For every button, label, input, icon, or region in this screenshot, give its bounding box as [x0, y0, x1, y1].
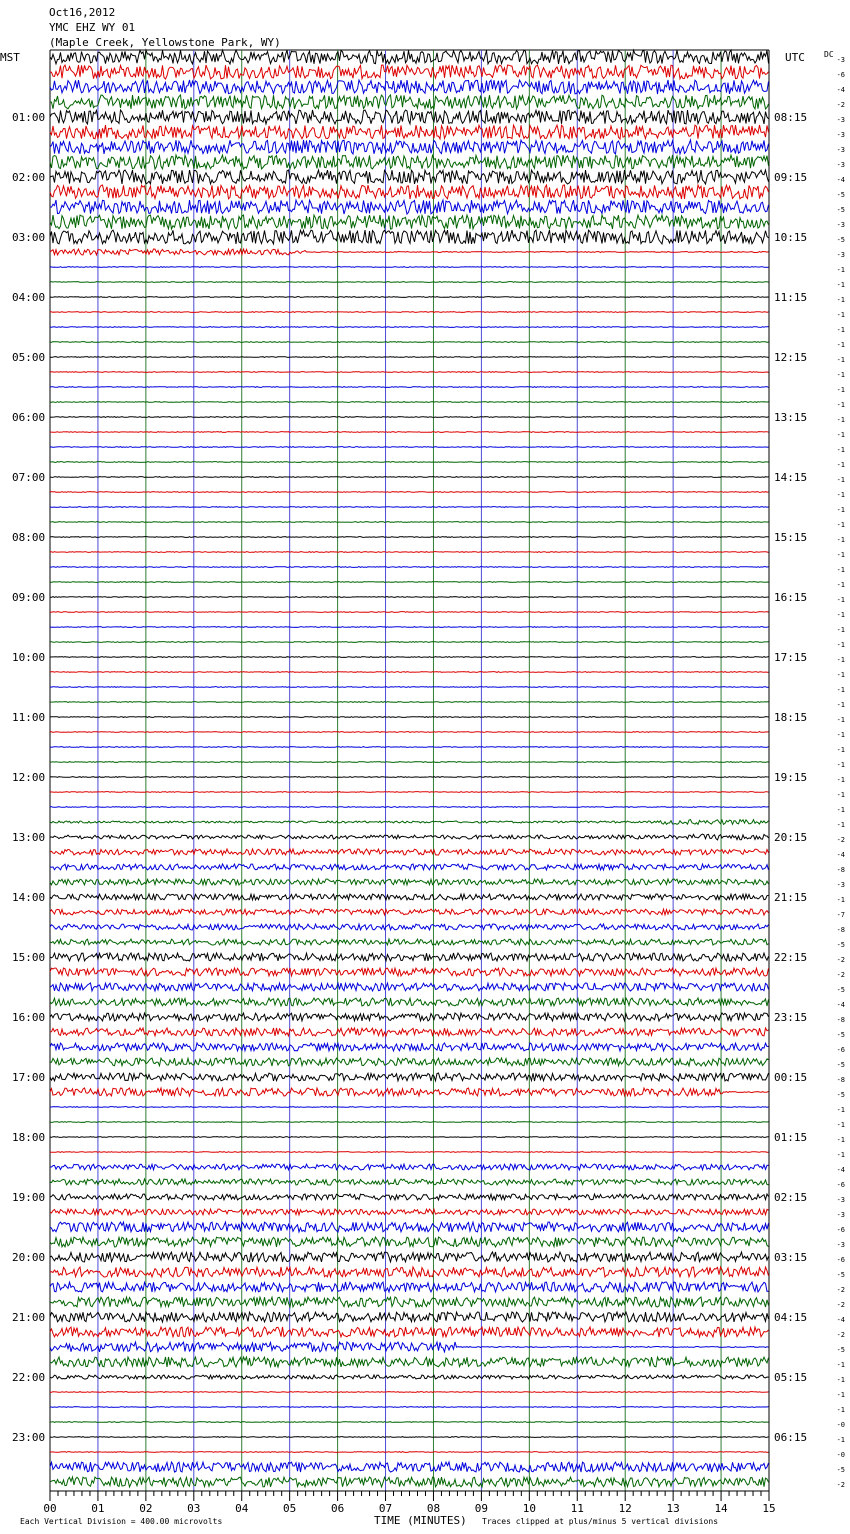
dc-offset-label: -1: [836, 1106, 845, 1114]
trace-line: [50, 1237, 769, 1247]
dc-offset-label: -1: [836, 311, 845, 319]
x-tick-label: 09: [474, 1502, 489, 1515]
trace-line: [50, 552, 769, 553]
trace-line: [50, 762, 769, 763]
trace-line: [50, 1122, 769, 1123]
dc-offset-label: -8: [836, 926, 845, 934]
right-hour-label: 23:15: [774, 1011, 808, 1024]
dc-label: DC: [824, 50, 834, 59]
x-tick-label: 00: [43, 1502, 57, 1515]
left-hour-label: 07:00: [12, 471, 46, 484]
dc-offset-label: -1: [836, 1151, 845, 1159]
dc-offset-label: -3: [836, 116, 845, 124]
dc-offset-label: -1: [836, 371, 845, 379]
x-tick-label: 06: [330, 1502, 345, 1515]
left-hour-label: 17:00: [12, 1071, 46, 1084]
dc-offset-label: -1: [836, 476, 845, 484]
x-tick-label: 14: [714, 1502, 728, 1515]
trace-line: [50, 1058, 769, 1066]
trace-line: [50, 1028, 769, 1036]
x-tick-label: 05: [283, 1502, 297, 1515]
trace-line: [50, 998, 769, 1006]
trace-line: [50, 864, 769, 870]
dc-offset-label: -1: [836, 641, 845, 649]
dc-offset-label: -1: [836, 1406, 845, 1414]
trace-line: [50, 432, 769, 433]
trace-line: [50, 894, 769, 900]
dc-offset-label: -0: [836, 1421, 845, 1429]
trace-line: [50, 1073, 769, 1081]
trace-line: [50, 1137, 769, 1138]
trace-line: [50, 1342, 769, 1352]
footer-clip-note: Traces clipped at plus/minus 5 vertical divisions: [482, 1517, 719, 1526]
left-hour-label: 01:00: [12, 111, 46, 124]
dc-offset-label: -6: [836, 1046, 845, 1054]
trace-line: [50, 402, 769, 403]
trace-line: [50, 834, 769, 840]
dc-offset-label: -5: [836, 1031, 845, 1039]
dc-offset-label: -6: [836, 1256, 845, 1264]
trace-line: [50, 717, 769, 718]
trace-line: [50, 537, 769, 538]
trace-line: [50, 924, 769, 930]
right-hour-label: 02:15: [774, 1191, 808, 1204]
dc-offset-label: -1: [836, 701, 845, 709]
trace-line: [50, 1477, 769, 1487]
x-tick-label: 04: [235, 1502, 249, 1515]
left-hour-label: 10:00: [12, 651, 46, 664]
trace-line: [50, 807, 769, 808]
right-axis-label: UTC: [785, 51, 805, 64]
dc-offset-label: -6: [836, 1181, 845, 1189]
dc-offset-label: -2: [836, 1331, 845, 1339]
x-tick-label: 10: [522, 1502, 536, 1515]
trace-line: [50, 80, 769, 94]
trace-line: [50, 820, 769, 825]
right-hour-label: 05:15: [774, 1371, 808, 1384]
trace-line: [50, 672, 769, 673]
dc-offset-label: -3: [836, 881, 845, 889]
dc-offset-label: -0: [836, 1451, 845, 1459]
trace-line: [50, 582, 769, 583]
trace-line: [50, 417, 769, 418]
trace-line: [50, 1152, 769, 1153]
dc-offset-label: -5: [836, 206, 845, 214]
trace-line: [50, 1327, 769, 1337]
right-hour-label: 15:15: [774, 531, 808, 544]
dc-offset-label: -1: [836, 536, 845, 544]
dc-offset-label: -5: [836, 191, 845, 199]
right-hour-label: 01:15: [774, 1131, 808, 1144]
trace-line: [50, 879, 769, 885]
dc-offset-label: -4: [836, 176, 845, 184]
x-tick-label: 03: [187, 1502, 201, 1515]
dc-offset-label: -2: [836, 1481, 845, 1489]
trace-line: [50, 1164, 769, 1170]
right-hour-label: 17:15: [774, 651, 808, 664]
left-hour-label: 13:00: [12, 831, 46, 844]
dc-offset-label: -1: [836, 1136, 845, 1144]
left-hour-label: 15:00: [12, 951, 46, 964]
trace-line: [50, 372, 769, 373]
right-hour-label: 11:15: [774, 291, 808, 304]
dc-offset-label: -1: [836, 356, 845, 364]
dc-offset-label: -5: [836, 1061, 845, 1069]
dc-offset-label: -1: [836, 1436, 845, 1444]
dc-offset-label: -2: [836, 836, 845, 844]
trace-line: [50, 185, 769, 199]
right-hour-label: 06:15: [774, 1431, 808, 1444]
trace-line: [50, 327, 769, 328]
trace-line: [50, 1437, 769, 1438]
dc-offset-label: -1: [836, 626, 845, 634]
right-hour-label: 00:15: [774, 1071, 808, 1084]
chart-date: Oct16,2012: [49, 6, 116, 19]
trace-line: [50, 657, 769, 658]
trace-line: [50, 477, 769, 478]
dc-offset-label: -1: [836, 686, 845, 694]
trace-line: [50, 939, 769, 945]
x-tick-label: 15: [762, 1502, 776, 1515]
dc-offset-label: -1: [836, 656, 845, 664]
trace-line: [50, 1282, 769, 1292]
trace-line: [50, 230, 769, 244]
dc-offset-label: -4: [836, 1001, 845, 1009]
dc-offset-label: -1: [836, 1361, 845, 1369]
dc-offset-label: -1: [836, 566, 845, 574]
trace-line: [50, 1222, 769, 1232]
trace-line: [50, 1088, 769, 1096]
trace-line: [50, 612, 769, 613]
right-hour-label: 14:15: [774, 471, 808, 484]
left-hour-label: 02:00: [12, 171, 46, 184]
dc-offset-label: -1: [836, 326, 845, 334]
left-hour-label: 16:00: [12, 1011, 46, 1024]
dc-offset-label: -8: [836, 1016, 845, 1024]
x-tick-label: 07: [378, 1502, 393, 1515]
trace-line: [50, 849, 769, 855]
dc-offset-label: -3: [836, 221, 845, 229]
dc-offset-label: -1: [836, 551, 845, 559]
trace-line: [50, 792, 769, 793]
trace-line: [50, 155, 769, 169]
trace-line: [50, 597, 769, 598]
dc-offset-label: -3: [836, 1196, 845, 1204]
left-hour-label: 08:00: [12, 531, 46, 544]
trace-line: [50, 357, 769, 358]
trace-line: [50, 642, 769, 643]
trace-line: [50, 1179, 769, 1185]
dc-offset-label: -1: [836, 896, 845, 904]
trace-line: [50, 215, 769, 229]
trace-line: [50, 968, 769, 976]
trace-line: [50, 1194, 769, 1200]
trace-line: [50, 1209, 769, 1215]
dc-offset-label: -1: [836, 506, 845, 514]
dc-offset-label: -1: [836, 611, 845, 619]
dc-offset-label: -4: [836, 851, 845, 859]
trace-line: [50, 200, 769, 214]
dc-offset-label: -1: [836, 581, 845, 589]
left-hour-label: 03:00: [12, 231, 46, 244]
trace-line: [50, 170, 769, 184]
dc-offset-label: -1: [836, 761, 845, 769]
trace-line: [50, 507, 769, 508]
trace-line: [50, 1043, 769, 1051]
trace-line: [50, 312, 769, 313]
trace-line: [50, 297, 769, 298]
dc-offset-label: -3: [836, 1241, 845, 1249]
left-hour-label: 04:00: [12, 291, 46, 304]
x-tick-label: 13: [666, 1502, 680, 1515]
dc-offset-label: -1: [836, 776, 845, 784]
dc-offset-label: -1: [836, 401, 845, 409]
trace-line: [50, 140, 769, 154]
x-tick-label: 02: [139, 1502, 153, 1515]
trace-line: [50, 1107, 769, 1108]
left-hour-label: 06:00: [12, 411, 46, 424]
trace-line: [50, 447, 769, 448]
trace-line: [50, 522, 769, 523]
dc-offset-label: -4: [836, 1166, 845, 1174]
dc-offset-label: -1: [836, 731, 845, 739]
dc-offset-label: -3: [836, 56, 845, 64]
dc-offset-label: -8: [836, 866, 845, 874]
right-hour-label: 18:15: [774, 711, 808, 724]
dc-offset-label: -1: [836, 416, 845, 424]
dc-offset-label: -5: [836, 941, 845, 949]
left-hour-label: 20:00: [12, 1251, 46, 1264]
trace-line: [50, 1452, 769, 1453]
left-hour-label: 18:00: [12, 1131, 46, 1144]
dc-offset-label: -5: [836, 1271, 845, 1279]
x-tick-label: 11: [570, 1502, 584, 1515]
dc-offset-label: -8: [836, 1076, 845, 1084]
left-hour-label: 14:00: [12, 891, 46, 904]
dc-offset-label: -1: [836, 491, 845, 499]
trace-line: [50, 1267, 769, 1277]
x-tick-label: 12: [618, 1502, 632, 1515]
dc-offset-label: -1: [836, 1121, 845, 1129]
dc-offset-label: -1: [836, 446, 845, 454]
trace-line: [50, 1422, 769, 1423]
left-hour-label: 05:00: [12, 351, 46, 364]
dc-offset-label: -2: [836, 1286, 845, 1294]
dc-offset-label: -5: [836, 236, 845, 244]
dc-offset-label: -6: [836, 1226, 845, 1234]
trace-line: [50, 50, 769, 64]
right-hour-label: 21:15: [774, 891, 808, 904]
dc-offset-label: -1: [836, 431, 845, 439]
dc-offset-label: -2: [836, 956, 845, 964]
dc-offset-label: -1: [836, 746, 845, 754]
right-hour-label: 19:15: [774, 771, 808, 784]
trace-line: [50, 953, 769, 961]
trace-line: [50, 110, 769, 124]
trace-line: [50, 125, 769, 139]
trace-line: [50, 777, 769, 778]
dc-offset-label: -1: [836, 596, 845, 604]
right-hour-label: 20:15: [774, 831, 808, 844]
trace-line: [50, 567, 769, 568]
right-hour-label: 22:15: [774, 951, 808, 964]
left-hour-label: 09:00: [12, 591, 46, 604]
dc-offset-label: -1: [836, 806, 845, 814]
trace-line: [50, 65, 769, 79]
right-hour-label: 13:15: [774, 411, 808, 424]
trace-line: [50, 1375, 769, 1379]
trace-line: [50, 1392, 769, 1393]
trace-line: [50, 1357, 769, 1367]
footer-scale-note: Each Vertical Division = 400.00 microvolts: [20, 1517, 223, 1526]
dc-offset-label: -5: [836, 986, 845, 994]
trace-line: [50, 983, 769, 991]
trace-line: [50, 1407, 769, 1408]
right-hour-label: 08:15: [774, 111, 808, 124]
trace-line: [50, 462, 769, 463]
dc-offset-label: -5: [836, 1091, 845, 1099]
trace-line: [50, 1462, 769, 1472]
dc-offset-label: -7: [836, 911, 845, 919]
dc-offset-label: -5: [836, 1346, 845, 1354]
trace-line: [50, 732, 769, 733]
dc-offset-label: -3: [836, 161, 845, 169]
trace-line: [50, 282, 769, 283]
dc-offset-label: -3: [836, 1211, 845, 1219]
trace-line: [50, 492, 769, 493]
dc-offset-label: -4: [836, 1316, 845, 1324]
right-hour-label: 10:15: [774, 231, 808, 244]
dc-offset-label: -1: [836, 1376, 845, 1384]
trace-line: [50, 687, 769, 688]
trace-line: [50, 267, 769, 268]
dc-offset-label: -2: [836, 971, 845, 979]
dc-offset-label: -1: [836, 821, 845, 829]
trace-line: [50, 1312, 769, 1322]
station-location: (Maple Creek, Yellowstone Park, WY): [49, 36, 281, 49]
dc-offset-label: -1: [836, 521, 845, 529]
trace-line: [50, 342, 769, 343]
dc-offset-label: -3: [836, 251, 845, 259]
x-axis-title: TIME (MINUTES): [374, 1514, 467, 1527]
trace-line: [50, 1252, 769, 1262]
trace-line: [50, 1013, 769, 1021]
dc-offset-label: -1: [836, 671, 845, 679]
dc-offset-label: -6: [836, 71, 845, 79]
dc-offset-label: -1: [836, 296, 845, 304]
trace-line: [50, 95, 769, 109]
dc-offset-label: -1: [836, 1391, 845, 1399]
trace-line: [50, 909, 769, 915]
trace-line: [50, 702, 769, 703]
trace-line: [50, 627, 769, 628]
station-name: YMC EHZ WY 01: [49, 21, 136, 34]
trace-line: [50, 747, 769, 748]
dc-offset-label: -3: [836, 131, 845, 139]
dc-offset-label: -2: [836, 1301, 845, 1309]
right-hour-label: 04:15: [774, 1311, 808, 1324]
right-hour-label: 16:15: [774, 591, 808, 604]
dc-offset-label: -1: [836, 266, 845, 274]
left-hour-label: 19:00: [12, 1191, 46, 1204]
left-hour-label: 12:00: [12, 771, 46, 784]
trace-line: [50, 249, 769, 255]
dc-offset-label: -1: [836, 791, 845, 799]
trace-line: [50, 1297, 769, 1307]
right-hour-label: 12:15: [774, 351, 808, 364]
right-hour-label: 09:15: [774, 171, 808, 184]
dc-offset-label: -5: [836, 1466, 845, 1474]
dc-offset-label: -1: [836, 461, 845, 469]
trace-line: [50, 387, 769, 388]
dc-offset-label: -4: [836, 86, 845, 94]
left-hour-label: 22:00: [12, 1371, 46, 1384]
dc-offset-label: -2: [836, 101, 845, 109]
dc-offset-label: -3: [836, 146, 845, 154]
left-axis-label: MST: [0, 51, 20, 64]
left-hour-label: 23:00: [12, 1431, 46, 1444]
x-tick-label: 08: [426, 1502, 441, 1515]
left-hour-label: 11:00: [12, 711, 46, 724]
left-hour-label: 21:00: [12, 1311, 46, 1324]
x-tick-label: 01: [91, 1502, 105, 1515]
dc-offset-label: -1: [836, 281, 845, 289]
dc-offset-label: -1: [836, 341, 845, 349]
dc-offset-label: -1: [836, 716, 845, 724]
right-hour-label: 03:15: [774, 1251, 808, 1264]
dc-offset-label: -1: [836, 386, 845, 394]
